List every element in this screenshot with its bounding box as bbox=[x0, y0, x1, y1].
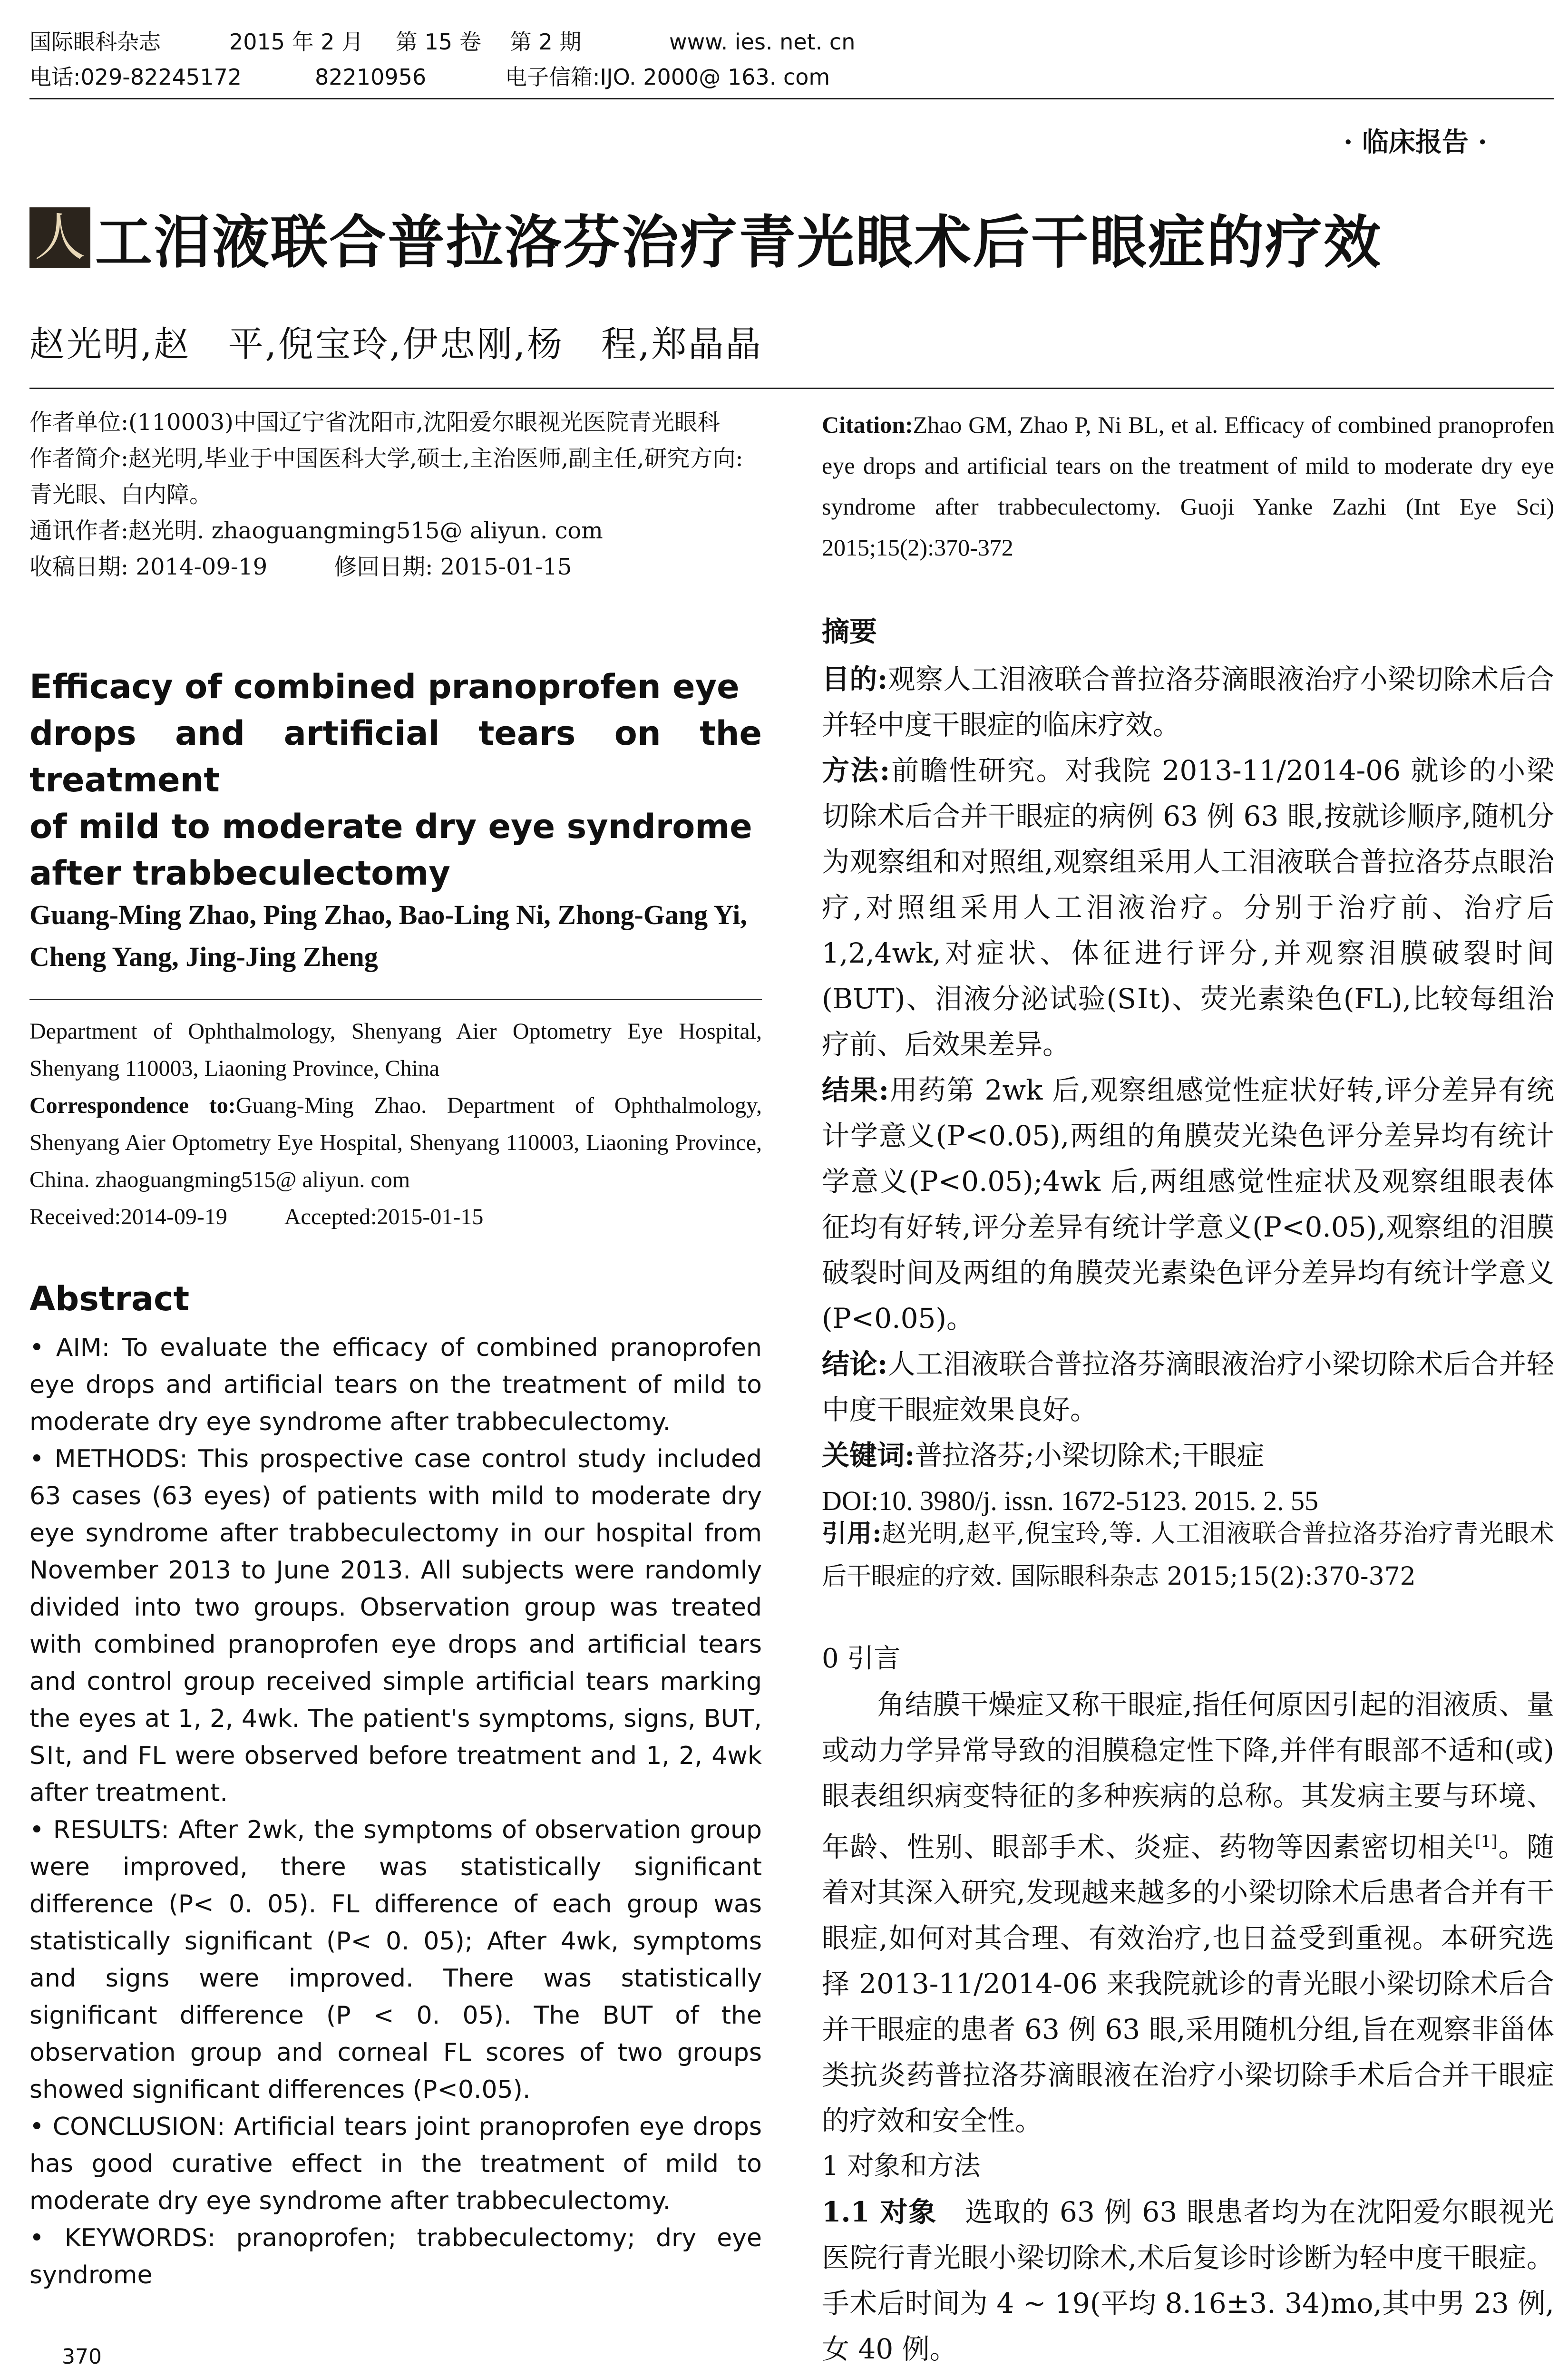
header-rule bbox=[29, 98, 1554, 99]
title-rule bbox=[29, 388, 1554, 389]
author-unit: 作者单位:(110003)中国辽宁省沈阳市,沈阳爱尔眼视光医院青光眼科 bbox=[29, 409, 721, 436]
page-number: 370 bbox=[62, 2345, 102, 2369]
keywords-label: 关键词: bbox=[822, 1439, 915, 1471]
abstract-zh-heading: 摘要 bbox=[822, 615, 877, 648]
phone-2: 82210956 bbox=[315, 64, 427, 90]
english-authors: Guang-Ming Zhao, Ping Zhao, Bao-Ling Ni, Zhong-Gang Yi, Cheng Yang, Jing-Jing Zheng bbox=[29, 899, 747, 972]
abstract-results: • RESULTS: After 2wk, the symptoms of observation group were improved, there was statistically significant difference (P< 0. 05). FL difference of each group was statistically significant (P< 0. 05); After 4wk, symptoms and signs were improved. There was statistically significant difference (P < 0. 05). The BUT of the observation group and corneal FL scores of two groups showed significant differences (P<0.05). bbox=[29, 1816, 762, 2104]
abstract-zh-aim bbox=[822, 656, 1554, 748]
intro-paragraph bbox=[822, 1682, 1554, 2143]
introduction bbox=[822, 1636, 1554, 2372]
title-text: 工泪液联合普拉洛芬治疗青光眼术后干眼症的疗效 bbox=[95, 209, 1382, 276]
correspondence bbox=[29, 1087, 762, 1198]
revised-date: 修回日期: 2015-01-15 bbox=[334, 554, 572, 580]
english-title-line: after trabbeculectomy bbox=[29, 854, 450, 893]
en-dates bbox=[29, 1198, 762, 1236]
received-en: Received:2014-09-19 bbox=[29, 1204, 227, 1229]
results-label: 结果: bbox=[822, 1074, 889, 1106]
corresponding-author: 通讯作者:赵光明. zhaoguangming515@ aliyun. com bbox=[29, 517, 603, 544]
subsection-paragraph bbox=[822, 2189, 1554, 2372]
abstract-aim: • AIM: To evaluate the efficacy of combined pranoprofen eye drops and artificial tears on the treatment of mild to moderate dry eye syndrome after trabbeculectomy. bbox=[29, 1334, 762, 1436]
abstract-methods: • METHODS: This prospective case control study included 63 cases (63 eyes) of patients with mild to moderate dry eye syndrome after trabbeculectomy in our hospital from November 2013 to June 2013. All subjects were randomly divided into two groups. Observation group was treated with combined pranoprofen eye drops and artificial tears and control group received simple artificial tears marking the eyes at 1, 2, 4wk. The patient's symptoms, signs, BUT, SⅠt, and FL were observed before treatment and 1, 2, 4wk after treatment. bbox=[29, 1445, 762, 1807]
abstract-zh-conclusion bbox=[822, 1341, 1554, 1432]
received-dates bbox=[29, 549, 762, 585]
title-initial-char: 人 bbox=[29, 207, 90, 268]
issue-number: 第 2 期 bbox=[510, 29, 582, 55]
citation bbox=[822, 404, 1554, 568]
abstract-conclusion: • CONCLUSION: Artificial tears joint pranoprofen eye drops has good curative effect in the treatment of mild to moderate dry eye syndrome after trabbeculectomy. bbox=[29, 2113, 762, 2215]
abstract-en bbox=[29, 1329, 762, 2294]
keywords-text: 普拉洛芬;小梁切除术;干眼症 bbox=[915, 1439, 1265, 1471]
yinyong-label: 引用: bbox=[822, 1519, 882, 1548]
abstract-zh-keywords bbox=[822, 1432, 1554, 1478]
correspondence-text: Guang-Ming Zhao. Department of Ophthalmology, Shenyang Aier Optometry Eye Hospital, Shenyang 110003, Liaoning Province, China. zhaoguangming515@ aliyun. com bbox=[29, 1093, 762, 1192]
intro-text: 角结膜干燥症又称干眼症,指任何原因引起的泪液质、量或动力学异常导致的泪膜稳定性下降,并伴有眼部不适和(或)眼表组织病变特征的多种疾病的总称。其发病主要与环境、年龄、性别、眼部手术、炎症、药物等因素密切相关 bbox=[822, 1688, 1554, 1863]
author-bio: 作者简介:赵光明,毕业于中国医科大学,硕士,主治医师,副主任,研究方向:青光眼、白内障。 bbox=[29, 445, 743, 508]
chinese-citation bbox=[822, 1512, 1554, 1598]
abstract-zh-methods bbox=[822, 748, 1554, 1067]
aim-label: 目的: bbox=[822, 663, 888, 695]
reference-link[interactable]: [1] bbox=[1474, 1832, 1498, 1851]
correspondence-label: Correspondence to: bbox=[29, 1093, 236, 1118]
english-title bbox=[29, 663, 762, 896]
results-text: 用药第 2wk 后,观察组感觉性症状好转,评分差异有统计学意义(P<0.05),两组的角膜荧光染色评分差异均有统计学意义(P<0.05);4wk 后,两组感觉性症状及观察组眼表体征均有好转,评分差异有统计学意义(P<0.05),观察组的泪膜破裂时间及两组的角膜荧光素染色评分差异均有统计学意义(P<0.05)。 bbox=[822, 1074, 1554, 1335]
english-title-line: of mild to moderate dry eye syndrome bbox=[29, 807, 752, 846]
methods-label: 方法: bbox=[822, 754, 890, 787]
phone: 电话:029-82245172 bbox=[29, 64, 242, 90]
citation-text: Zhao GM, Zhao P, Ni BL, et al. Efficacy of combined pranoprofen eye drops and artificial tears on the treatment of mild to moderate dry eye syndrome after trabbeculectomy. Guoji Yanke Zazhi (Int Eye Sci) 2015;15(2):370-372 bbox=[822, 411, 1554, 561]
english-title-line: Efficacy of combined pranoprofen eye bbox=[29, 667, 740, 706]
doi: DOI:10. 3980/j. issn. 1672-5123. 2015. 2. 55 bbox=[822, 1485, 1318, 1516]
article-title bbox=[29, 200, 1382, 276]
abstract-heading: Abstract bbox=[29, 1279, 190, 1318]
conclusion-text: 人工泪液联合普拉洛芬滴眼液治疗小梁切除术后合并轻中度干眼症效果良好。 bbox=[822, 1348, 1554, 1426]
citation-label: Citation: bbox=[822, 411, 913, 438]
email: 电子信箱:IJO. 2000@ 163. com bbox=[505, 64, 830, 90]
abstract-keywords: • KEYWORDS: pranoprofen; trabbeculectomy; dry eye syndrome bbox=[29, 2224, 762, 2289]
english-title-line: drops and artificial tears on the treatment bbox=[29, 714, 762, 799]
running-header-line1 bbox=[29, 28, 1554, 56]
conclusion-label: 结论: bbox=[822, 1348, 888, 1380]
author-info bbox=[29, 404, 762, 585]
left-rule bbox=[29, 999, 762, 1000]
intro-heading: 0 引言 bbox=[822, 1643, 901, 1674]
section-tag: · 临床报告 · bbox=[1344, 127, 1487, 158]
running-header-line2 bbox=[29, 63, 1554, 91]
authors-zh: 赵光明,赵 平,倪宝玲,伊忠刚,杨 程,郑晶晶 bbox=[29, 324, 763, 365]
abstract-zh bbox=[822, 609, 1554, 1524]
website-link[interactable]: www. ies. net. cn bbox=[669, 29, 856, 55]
received-date: 收稿日期: 2014-09-19 bbox=[29, 554, 268, 580]
volume: 第 15 卷 bbox=[396, 29, 481, 55]
intro-text-cont: 。随着对其深入研究,发现越来越多的小梁切除术后患者合并有干眼症,如何对其合理、有效治疗,也日益受到重视。本研究选择 2013-11/2014-06 来我院就诊的青光眼小梁切除术后合并干眼症的患者 63 例 63 眼,采用随机分组,旨在观察非甾体类抗炎药普拉洛芬滴眼液在治疗小梁切除手术后合并干眼症的疗效和安全性。 bbox=[822, 1831, 1554, 2137]
methods-text: 前瞻性研究。对我院 2013-11/2014-06 就诊的小梁切除术后合并干眼症的病例 63 例 63 眼,按就诊顺序,随机分为观察组和对照组,观察组采用人工泪液联合普拉洛芬点眼治疗,对照组采用人工泪液治疗。分别于治疗前、治疗后 1,2,4wk,对症状、体征进行评分,并观察泪膜破裂时间(BUT)、泪液分泌试验(SⅠt)、荧光素染色(FL),比较每组治疗前、后效果差异。 bbox=[822, 754, 1554, 1061]
department-info bbox=[29, 1013, 762, 1236]
subsection-label: 1.1 对象 bbox=[822, 2196, 937, 2229]
aim-text: 观察人工泪液联合普拉洛芬滴眼液治疗小梁切除术后合并轻中度干眼症的临床疗效。 bbox=[822, 663, 1554, 741]
journal-name: 国际眼科杂志 bbox=[29, 29, 161, 55]
subsection-text: 选取的 63 例 63 眼患者均为在沈阳爱尔眼视光医院行青光眼小梁切除术,术后复诊时诊断为轻中度干眼症。手术后时间为 4 ~ 19(平均 8.16±3. 34)mo,其中男 23 例,女 40 例。 bbox=[822, 2196, 1554, 2366]
yinyong-text: 赵光明,赵平,倪宝玲,等. 人工泪液联合普拉洛芬治疗青光眼术后干眼症的疗效. 国际眼科杂志 2015;15(2):370-372 bbox=[822, 1520, 1554, 1591]
affiliation: Department of Ophthalmology, Shenyang Aier Optometry Eye Hospital, Shenyang 110003, Liaoning Province, China bbox=[29, 1019, 762, 1081]
issue-date: 2015 年 2 月 bbox=[229, 29, 364, 55]
section-heading: 1 对象和方法 bbox=[822, 2151, 981, 2182]
abstract-zh-results bbox=[822, 1067, 1554, 1341]
accepted-en: Accepted:2015-01-15 bbox=[284, 1204, 484, 1229]
